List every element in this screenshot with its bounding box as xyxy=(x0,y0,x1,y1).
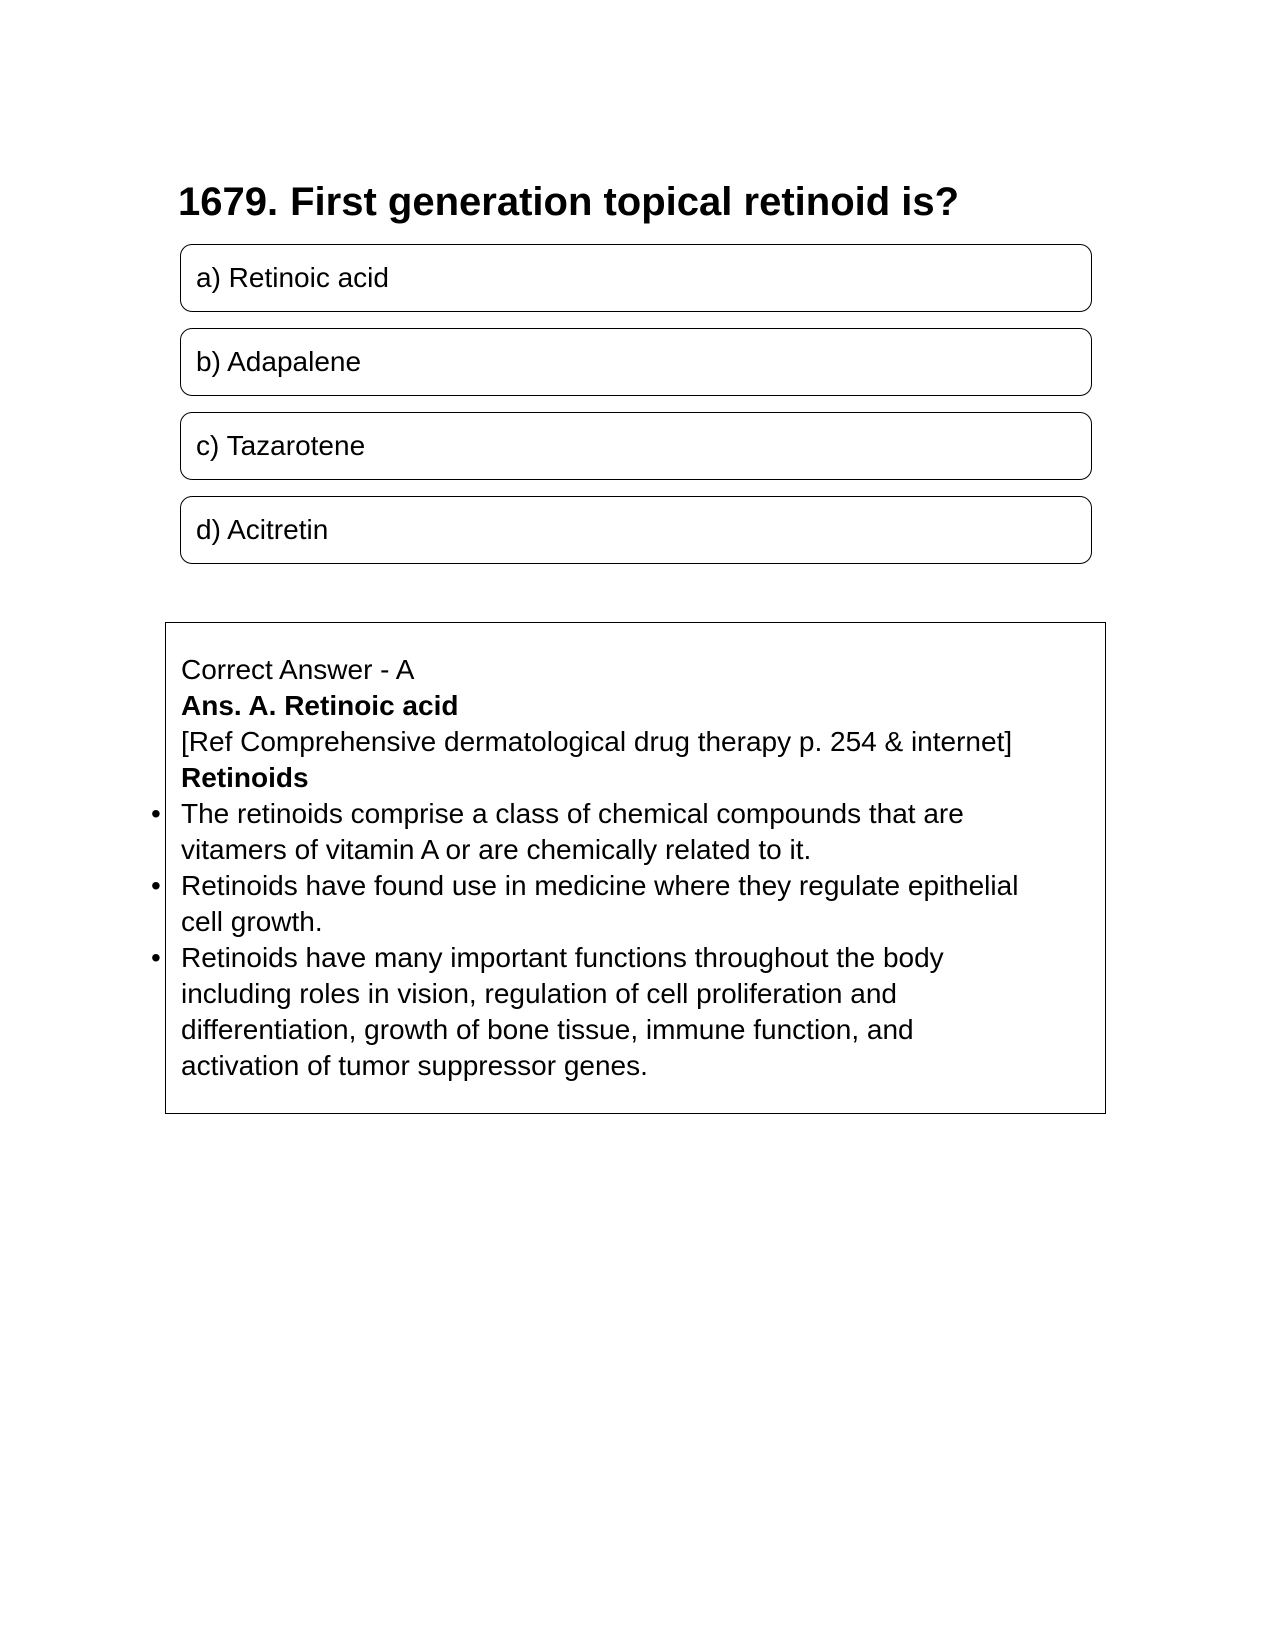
option-c[interactable]: c) Tazarotene xyxy=(180,412,1092,480)
option-a[interactable]: a) Retinoic acid xyxy=(180,244,1092,312)
bullet-item: • Retinoids have found use in medicine where they regulate epithelial cell growth. xyxy=(181,868,1086,940)
option-b[interactable]: b) Adapalene xyxy=(180,328,1092,396)
bullet-item: • Retinoids have many important functions throughout the body including roles in vision, regulation of cell proliferation and differentiation, growth of bone tissue, immune function, and activation of tumor suppressor genes. xyxy=(181,940,1086,1084)
explanation-bullet-list xyxy=(181,796,1086,1084)
question-number: 1679. xyxy=(178,180,279,224)
option-d[interactable]: d) Acitretin xyxy=(180,496,1092,564)
question-heading xyxy=(178,176,959,228)
answer-reference: [Ref Comprehensive dermatological drug therapy p. 254 & internet] xyxy=(181,726,1013,757)
answer-options xyxy=(180,244,1092,580)
correct-answer-line: Correct Answer - A xyxy=(181,654,415,685)
answer-title: Ans. A. Retinoic acid xyxy=(181,690,459,721)
bullet-item: • The retinoids comprise a class of chemical compounds that are vitamers of vitamin A or are chemically related to it. xyxy=(181,796,1086,868)
answer-explanation-content xyxy=(181,652,1086,1084)
section-heading: Retinoids xyxy=(181,762,309,793)
question-text: First generation topical retinoid is? xyxy=(290,180,960,224)
